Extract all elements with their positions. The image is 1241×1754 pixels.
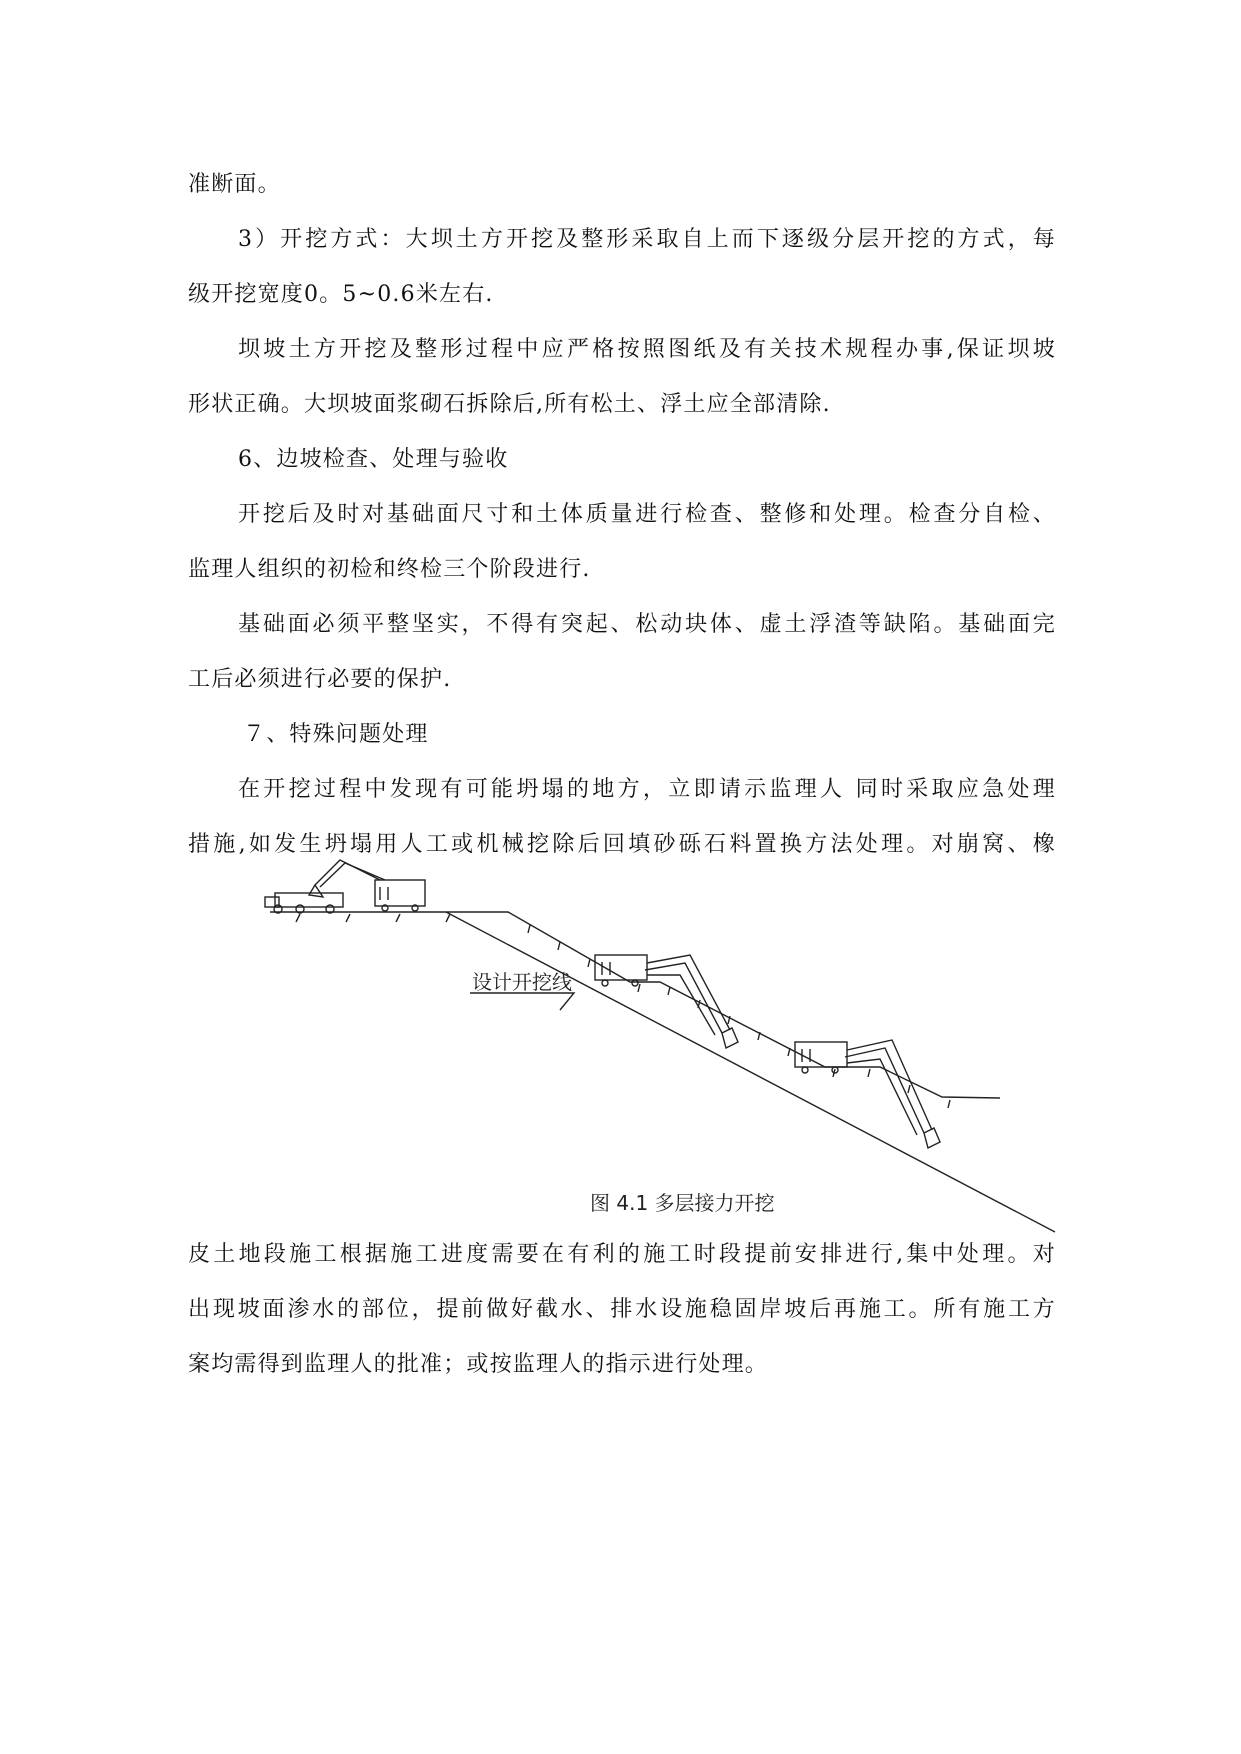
dump-truck bbox=[265, 893, 343, 913]
text-line: 措施,如发生坍塌用人工或机械挖除后回填砂砾石料置换方法处理。对崩窝、橡 bbox=[188, 832, 1056, 857]
excavator-top bbox=[309, 860, 425, 911]
text-line: 皮土地段施工根据施工进度需要在有利的施工时段提前安排进行,集中处理。对 bbox=[188, 1242, 1056, 1267]
text-line: 形状正确。大坝坡面浆砌石拆除后,所有松土、浮土应全部清除. bbox=[188, 392, 831, 417]
excavation-profile bbox=[270, 912, 1000, 1098]
text-line: 监理人组织的初检和终检三个阶段进行. bbox=[188, 557, 591, 582]
text-line: 准断面。 bbox=[188, 172, 281, 197]
ground-hatch bbox=[296, 914, 950, 1108]
text-line: 3）开挖方式：大坝土方开挖及整形采取自上而下逐级分层开挖的方式，每 bbox=[238, 227, 1056, 252]
section-heading: 6、边坡检查、处理与验收 bbox=[238, 447, 509, 472]
multi-level-excavation-figure bbox=[260, 845, 1090, 1235]
design-excavation-line bbox=[446, 912, 1055, 1232]
design-line-leader bbox=[470, 993, 574, 1010]
text-line: 开挖后及时对基础面尺寸和土体质量进行检查、整修和处理。检查分自检、 bbox=[238, 502, 1056, 527]
excavation-diagram bbox=[260, 845, 1090, 1235]
excavator-lower bbox=[795, 1040, 940, 1148]
text-line: 坝坡土方开挖及整形过程中应严格按照图纸及有关技术规程办事,保证坝坡 bbox=[238, 337, 1056, 362]
text-line: 级开挖宽度0。5~0.6米左右. bbox=[188, 282, 494, 307]
section-heading: ７、特殊问题处理 bbox=[243, 722, 429, 747]
text-line: 在开挖过程中发现有可能坍塌的地方，立即请示监理人 同时采取应急处理 bbox=[238, 777, 1056, 802]
text-line: 基础面必须平整坚实，不得有突起、松动块体、虚土浮渣等缺陷。基础面完 bbox=[238, 612, 1056, 637]
figure-caption: 图 4.1 多层接力开挖 bbox=[590, 1191, 775, 1215]
design-line-label: 设计开挖线 bbox=[472, 970, 572, 994]
text-line: 工后必须进行必要的保护. bbox=[188, 667, 452, 692]
text-line: 出现坡面渗水的部位，提前做好截水、排水设施稳固岸坡后再施工。所有施工方 bbox=[188, 1297, 1056, 1322]
text-line: 案均需得到监理人的批准；或按监理人的指示进行处理。 bbox=[188, 1352, 769, 1377]
